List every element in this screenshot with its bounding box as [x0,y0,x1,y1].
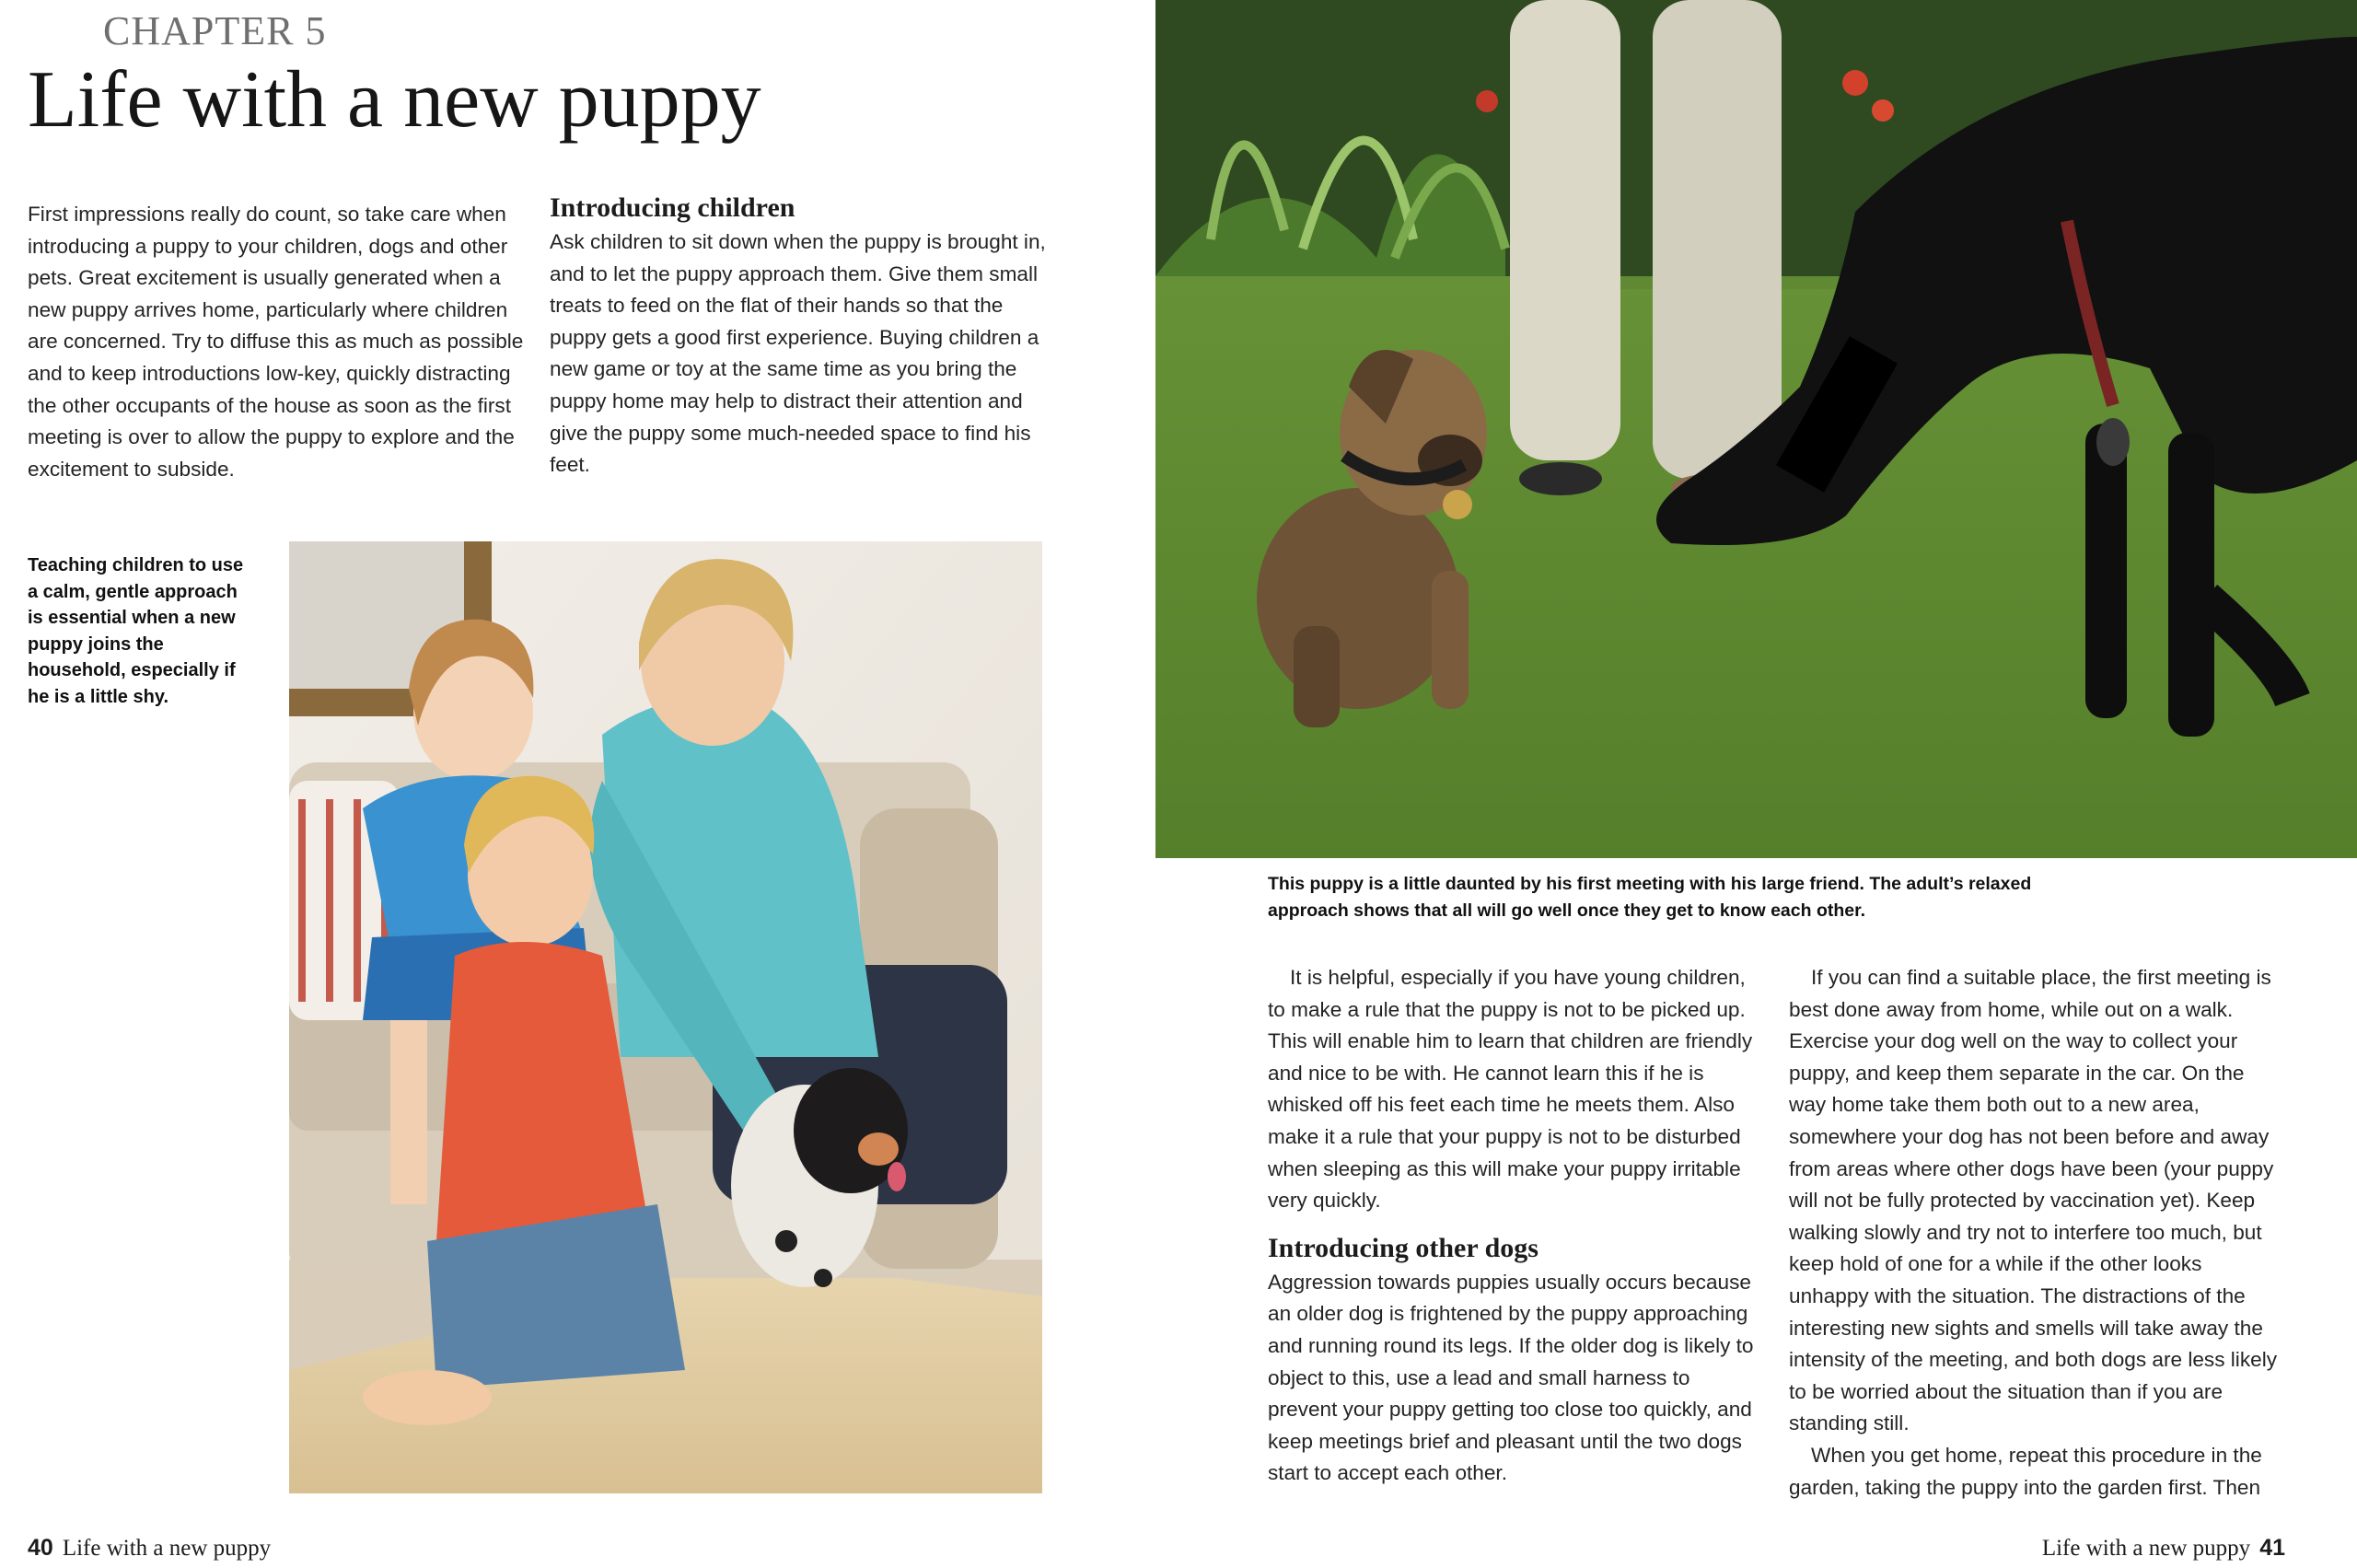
right-running-title: Life with a new puppy [2041,1536,2251,1561]
right-column-2 [1789,962,2286,1504]
chapter-label: CHAPTER 5 [103,8,327,53]
left-page-number: 40 [28,1535,53,1561]
introducing-other-dogs-heading: Introducing other dogs [1268,1232,1538,1263]
aggression-paragraph: Aggression towards puppies usually occurs because an older dog is frightened by the puppy approaching and running round its legs. If the older dog is likely to object to this, use a lead and small harness to prevent your puppy getting too close too quickly, and keep meetings brief and pleasant until the two dogs start to accept each other. [1268,1270,1754,1485]
left-running-title: Life with a new puppy [62,1536,272,1561]
suitable-place-paragraph: If you can find a suitable place, the first meeting is best done away from home, while out on a walk. Exercise your dog well on the way to collect your puppy, and keep them separate in the car. On the way home take them both out to a new area, somewhere your dog has not been before and away from areas where other dogs have been (your puppy will not be fully protected by vaccination yet). Keep walking slowly and try not to interfere too much, but keep hold of one for a while if the other looks unhappy with the situation. The distractions of the interesting new sights and smells will take away the intensity of the meeting, and both dogs are less likely to be worried about the situation than if you are standing still. [1789,966,2278,1435]
left-page-footer [28,1535,271,1562]
intro-paragraph: First impressions really do count, so take care when introducing a puppy to your children, dogs and other pets. Great excitement is usually generated when a new puppy arrives home, particularly where children are concerned. Try to diffuse this as much as possible and to keep introductions low-key, quickly distracting the other occupants of the house as soon as the first meeting is over to allow the puppy to explore and the excitement to subside. [28,203,524,481]
collar-tag [1443,490,1472,519]
intro-column [28,199,525,485]
garden-photo [1155,0,2357,858]
garden-photo-caption: This puppy is a little daunted by his first meeting with his large friend. The adult’s relaxed approach shows that all will go well once they get to know each other. [1268,874,2032,921]
garden-photo-illustration [1155,0,2357,858]
right-page-footer [2042,1535,2285,1562]
family-photo-caption: Teaching children to use a calm, gentle approach is essential when a new puppy joins the household, especially if he is a little shy. [28,555,244,707]
red-flower [1842,70,1868,96]
chapter-title: Life with a new puppy [28,55,761,145]
family-photo-illustration [289,541,1042,1493]
young-children-paragraph: It is helpful, especially if you have young children, to make a rule that the puppy is not to be picked up. This will enable him to learn that children are friendly and nice to be with. He cannot learn this if he is whisked off his feet each time he meets them. Also make it a rule that your puppy is not to be disturbed when sleeping as this will make your puppy irritable very quickly. [1268,966,1753,1213]
get-home-paragraph: When you get home, repeat this procedure in the garden, taking the puppy into the garden first. Then [1789,1443,2262,1499]
family-photo [289,541,1042,1493]
right-page-number: 41 [2259,1535,2285,1561]
introducing-children-paragraph: Ask children to sit down when the puppy is brought in, and to let the puppy approach them. Give them small treats to feed on the flat of their hands so that the puppy gets a good first experience. Buying children a new game or toy at the same time as you bring the puppy home may help to distract their attention and give the puppy some much-needed space to find his feet. [550,230,1046,477]
introducing-children-section [550,190,1047,482]
right-column-1 [1268,962,1756,1490]
introducing-children-heading: Introducing children [550,192,795,223]
